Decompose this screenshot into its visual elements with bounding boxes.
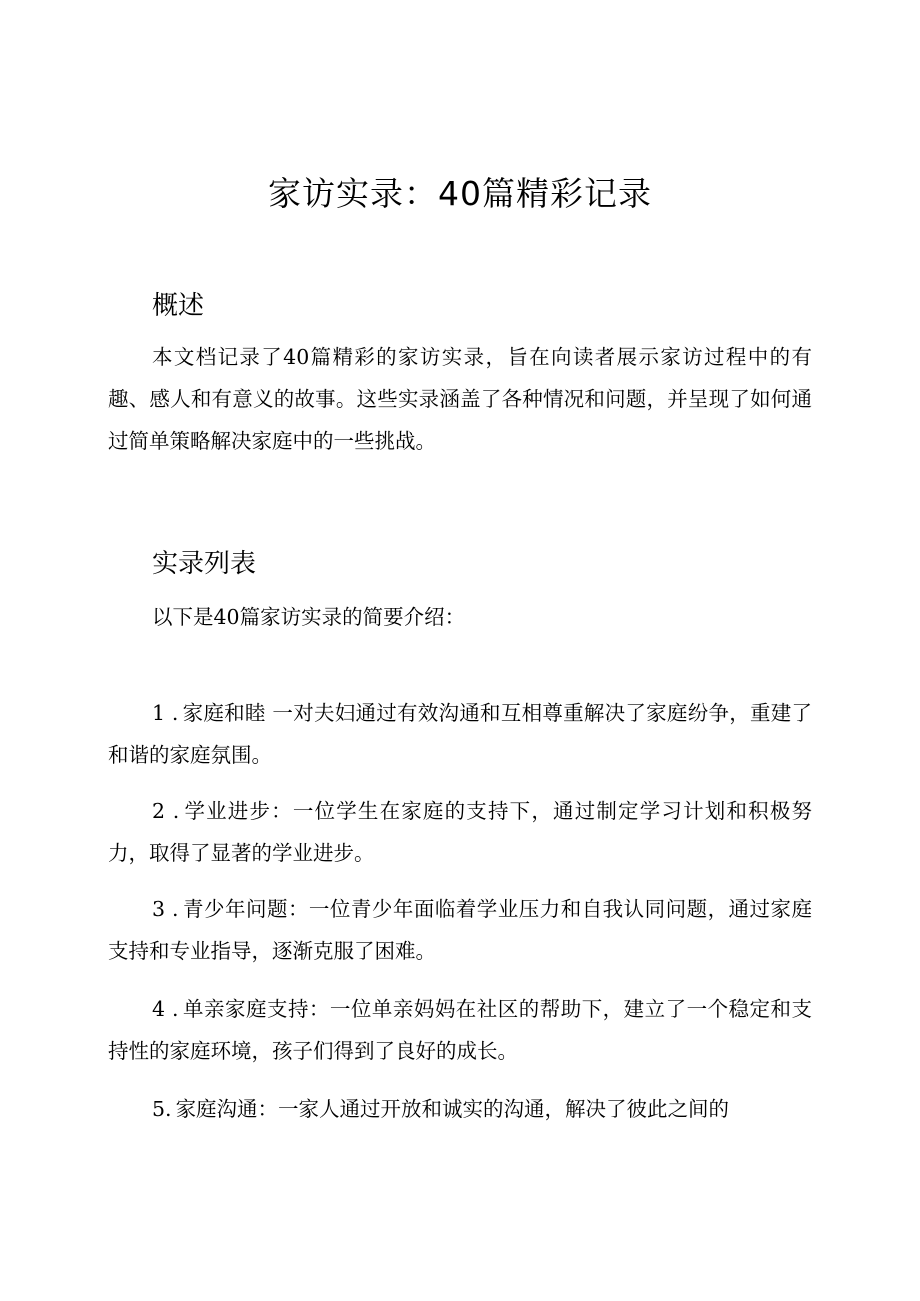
- list-item-text: 学业进步：一位学生在家庭的支持下，通过制定学习计划和积极努力，取得了显著的学业进步。: [108, 799, 813, 865]
- list-item: [108, 888, 812, 972]
- list-item-text: 单亲家庭支持：一位单亲妈妈在社区的帮助下，建立了一个稳定和支持性的家庭环境，孩子们得到了良好的成长。: [108, 997, 813, 1063]
- list-intro-paragraph: 以下是40篇家访实录的简要介绍：: [152, 605, 466, 629]
- overview-heading: 概述: [152, 291, 205, 321]
- list-item-text: 家庭沟通：一家人通过开放和诚实的沟通，解决了彼此之间的: [175, 1097, 730, 1121]
- list-item: [108, 692, 812, 776]
- list-item-number: 5.: [152, 1097, 172, 1121]
- list-item-text: 家庭和睦 一对夫妇通过有效沟通和互相尊重解决了家庭纷争，重建了和谐的家庭氛围。: [108, 701, 813, 767]
- list-item-number: 4 .: [152, 997, 179, 1021]
- list-item: [108, 988, 812, 1072]
- list-item-number: 3 .: [152, 897, 179, 921]
- overview-paragraph: 本文档记录了40篇精彩的家访实录，旨在向读者展示家访过程中的有趣、感人和有意义的故事。这些实录涵盖了各种情况和问题，并呈现了如何通过简单策略解决家庭中的一些挑战。: [108, 345, 812, 453]
- list-item-number: 1 .: [152, 701, 179, 725]
- list-section-heading: 实录列表: [152, 549, 257, 579]
- document-title: 家访实录：40篇精彩记录: [268, 174, 652, 213]
- list-item: [108, 1088, 812, 1130]
- list-item-number: 2 .: [152, 799, 180, 823]
- list-item-text: 青少年问题：一位青少年面临着学业压力和自我认同问题，通过家庭支持和专业指导，逐渐克服了困难。: [108, 897, 813, 963]
- list-item: [108, 790, 812, 874]
